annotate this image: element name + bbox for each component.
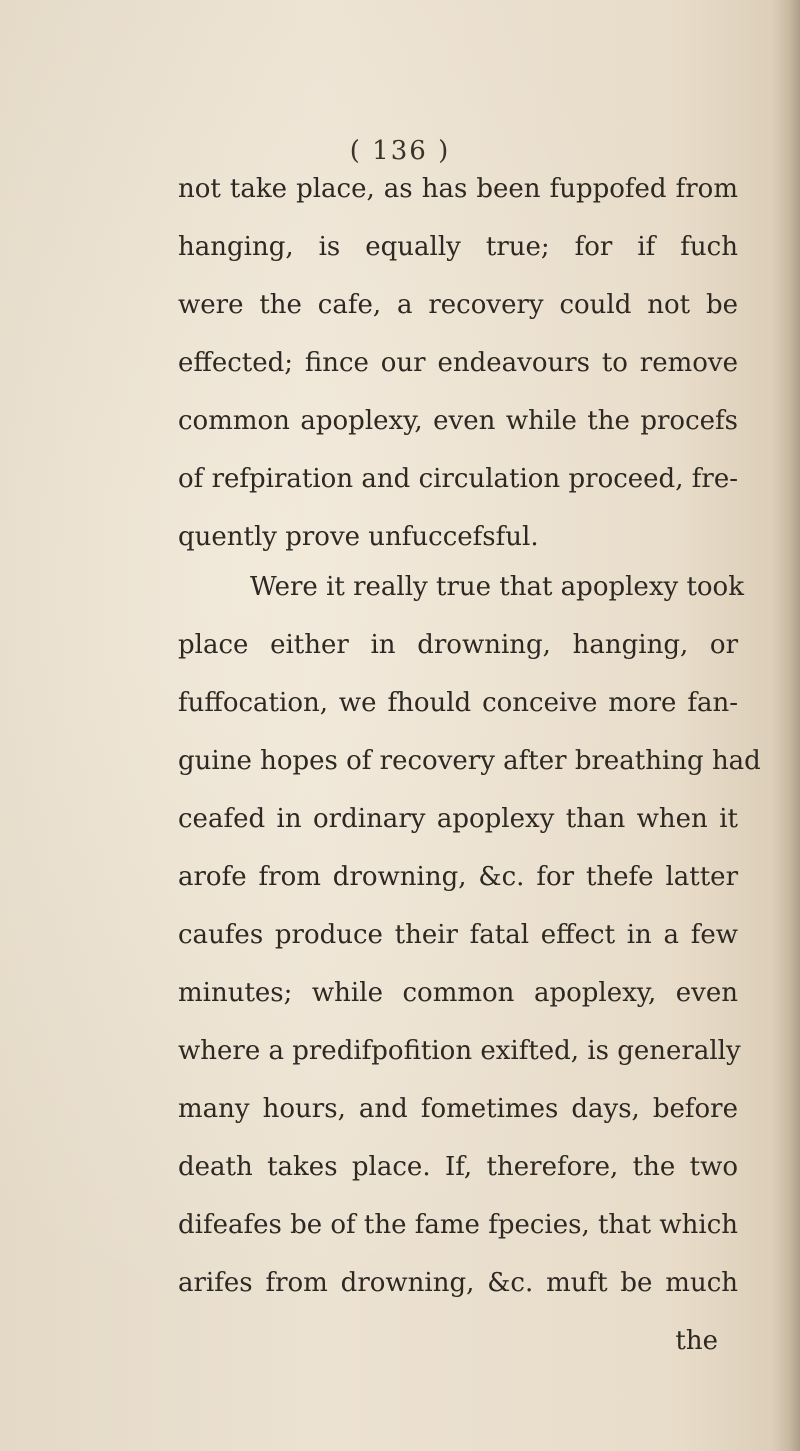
text-line: minutes; while common apoplexy, even — [178, 978, 738, 1008]
text-line: fuffocation, we fhould conceive more fan- — [178, 688, 738, 718]
page-number: ( 136 ) — [349, 136, 451, 166]
catchword: the — [675, 1326, 718, 1356]
text-line: were the cafe, a recovery could not be — [178, 290, 738, 320]
text-line: ceafed in ordinary apoplexy than when it — [178, 804, 738, 834]
text-line: common apoplexy, even while the procefs — [178, 406, 738, 436]
text-line: death takes place. If, therefore, the two — [178, 1152, 738, 1182]
text-line: hanging, is equally true; for if fuch — [178, 232, 738, 262]
text-line: arofe from drowning, &c. for thefe latter — [178, 862, 738, 892]
text-line: many hours, and fometimes days, before — [178, 1094, 738, 1124]
paragraph-1 — [178, 160, 738, 566]
text-line: difeafes be of the fame fpecies, that which — [178, 1210, 739, 1240]
text-line: effected; fince our endeavours to remove — [178, 348, 738, 378]
text-line: not take place, as has been fuppofed from — [178, 174, 738, 204]
page-gutter-shadow — [772, 0, 800, 1451]
text-line: Were it really true that apoplexy took — [250, 572, 744, 602]
text-line: place either in drowning, hanging, or — [178, 630, 738, 660]
text-line: of refpiration and circulation proceed, fre- — [178, 464, 738, 494]
paragraph-2 — [178, 558, 761, 1370]
text-line: caufes produce their fatal effect in a few — [178, 920, 738, 950]
text-line: quently prove unfuccefsful. — [178, 522, 539, 552]
text-line: arifes from drowning, &c. muft be much — [178, 1268, 738, 1298]
text-line: guine hopes of recovery after breathing had — [178, 746, 761, 776]
text-line: where a predifpofition exifted, is generally — [178, 1036, 741, 1066]
